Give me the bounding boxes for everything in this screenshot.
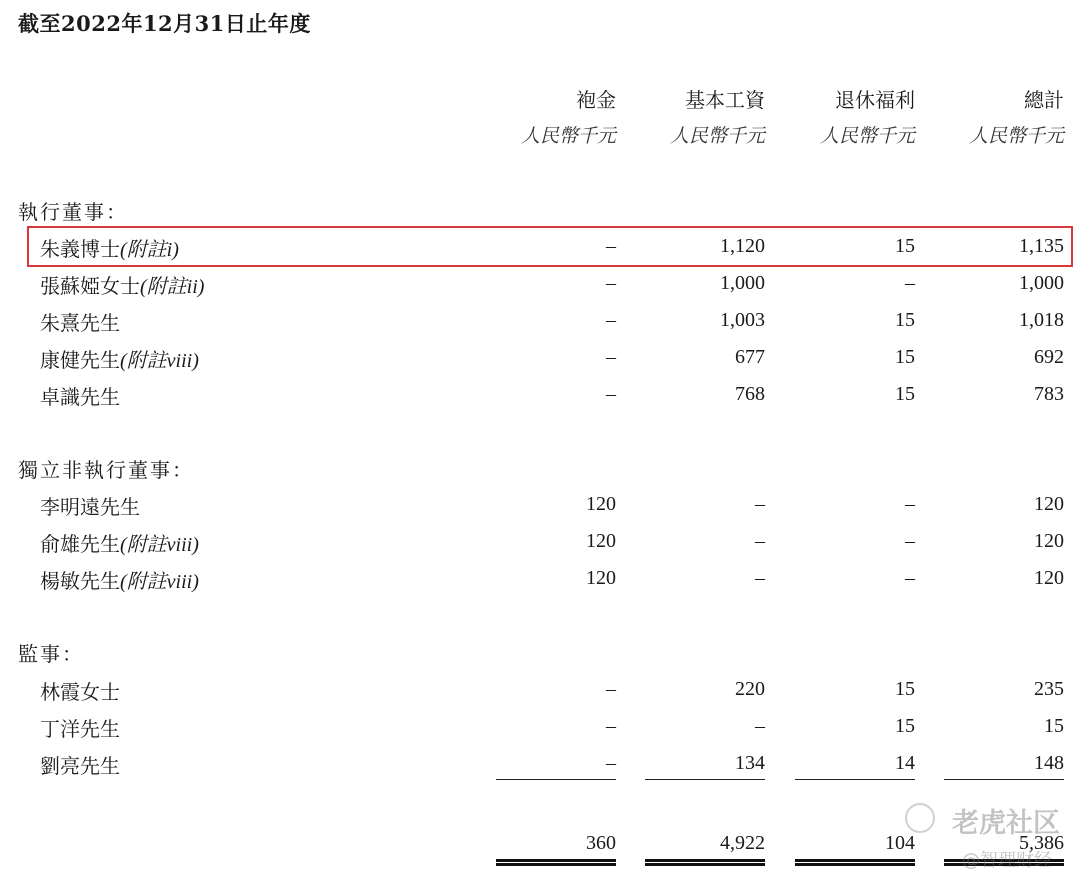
table-row-name: 朱熹先生 [40, 311, 120, 335]
table-cell: 15 [895, 235, 915, 257]
table-cell: – [606, 383, 616, 405]
table-row-name: 康健先生(附註viii) [40, 348, 199, 372]
section-heading-supervisors: 監事： [18, 642, 84, 666]
column-header-retirement-benefits: 退休福利 [835, 88, 915, 112]
table-cell: 1,003 [720, 309, 765, 331]
column-header-basic-salary: 基本工資 [685, 88, 765, 112]
table-row-name: 丁洋先生 [40, 717, 120, 741]
table-cell: – [606, 235, 616, 257]
section-heading-independent-directors: 獨立非執行董事： [18, 458, 194, 482]
table-row-name: 楊敏先生(附註viii) [40, 569, 199, 593]
total-cell: 5,386 [1019, 832, 1064, 854]
table-cell: – [755, 530, 765, 552]
table-cell: 15 [1044, 715, 1064, 737]
table-title: 截至2022年12月31日止年度 [18, 11, 311, 36]
total-cell: 360 [586, 832, 616, 854]
table-cell: 14 [895, 752, 915, 774]
table-row-name: 俞雄先生(附註viii) [40, 532, 199, 556]
table-cell: – [755, 493, 765, 515]
watermark-logo-icon [905, 803, 935, 833]
table-cell: – [606, 678, 616, 700]
table-cell: – [905, 272, 915, 294]
table-cell: 1,018 [1019, 309, 1064, 331]
table-cell: – [606, 715, 616, 737]
watermark-brand: 老虎社区 [952, 808, 1060, 839]
total-double-rule [795, 859, 915, 866]
table-cell: 15 [895, 383, 915, 405]
table-cell: 692 [1034, 346, 1064, 368]
table-row-name: 李明遠先生 [40, 495, 140, 519]
table-cell: 1,135 [1019, 235, 1064, 257]
table-cell: 768 [735, 383, 765, 405]
table-cell: – [606, 272, 616, 294]
total-double-rule [645, 859, 765, 866]
table-cell: 783 [1034, 383, 1064, 405]
table-cell: 235 [1034, 678, 1064, 700]
table-cell: 120 [1034, 530, 1064, 552]
total-double-rule [496, 859, 616, 866]
column-unit: 人民幣千元 [819, 125, 915, 147]
table-cell: – [755, 567, 765, 589]
table-cell: 15 [895, 346, 915, 368]
table-cell: – [606, 346, 616, 368]
table-cell: – [606, 752, 616, 774]
table-cell: – [755, 715, 765, 737]
table-row-name: 朱義博士(附註i) [40, 237, 179, 261]
table-cell: 1,120 [720, 235, 765, 257]
table-cell: 120 [1034, 567, 1064, 589]
table-cell: 220 [735, 678, 765, 700]
table-cell: 1,000 [1019, 272, 1064, 294]
table-cell: 120 [586, 567, 616, 589]
table-cell: 120 [586, 530, 616, 552]
table-cell: – [606, 309, 616, 331]
table-cell: 15 [895, 309, 915, 331]
table-cell: 120 [586, 493, 616, 515]
table-cell: – [905, 530, 915, 552]
table-cell: – [905, 493, 915, 515]
column-header-total: 總計 [1024, 88, 1064, 112]
table-row-name: 劉亮先生 [40, 754, 120, 778]
column-unit: 人民幣千元 [968, 125, 1064, 147]
table-cell: 1,000 [720, 272, 765, 294]
total-cell: 104 [885, 832, 915, 854]
table-row-name: 林霞女士 [40, 680, 120, 704]
table-row-name: 卓識先生 [40, 385, 120, 409]
table-row-name: 張蘇婭女士(附註ii) [40, 274, 205, 298]
table-cell: 148 [1034, 752, 1064, 774]
column-unit: 人民幣千元 [669, 125, 765, 147]
column-header-fees: 袍金 [576, 88, 616, 112]
section-heading-executive-directors: 執行董事： [18, 200, 128, 224]
total-cell: 4,922 [720, 832, 765, 854]
table-cell: 120 [1034, 493, 1064, 515]
table-cell: 15 [895, 678, 915, 700]
table-cell: 677 [735, 346, 765, 368]
table-cell: 134 [735, 752, 765, 774]
subtotal-rule [944, 779, 1064, 780]
subtotal-rule [645, 779, 765, 780]
table-cell: 15 [895, 715, 915, 737]
table-cell: – [905, 567, 915, 589]
subtotal-rule [496, 779, 616, 780]
column-unit: 人民幣千元 [520, 125, 616, 147]
subtotal-rule [795, 779, 915, 780]
watermark-source: @智理财经 [962, 850, 1052, 871]
